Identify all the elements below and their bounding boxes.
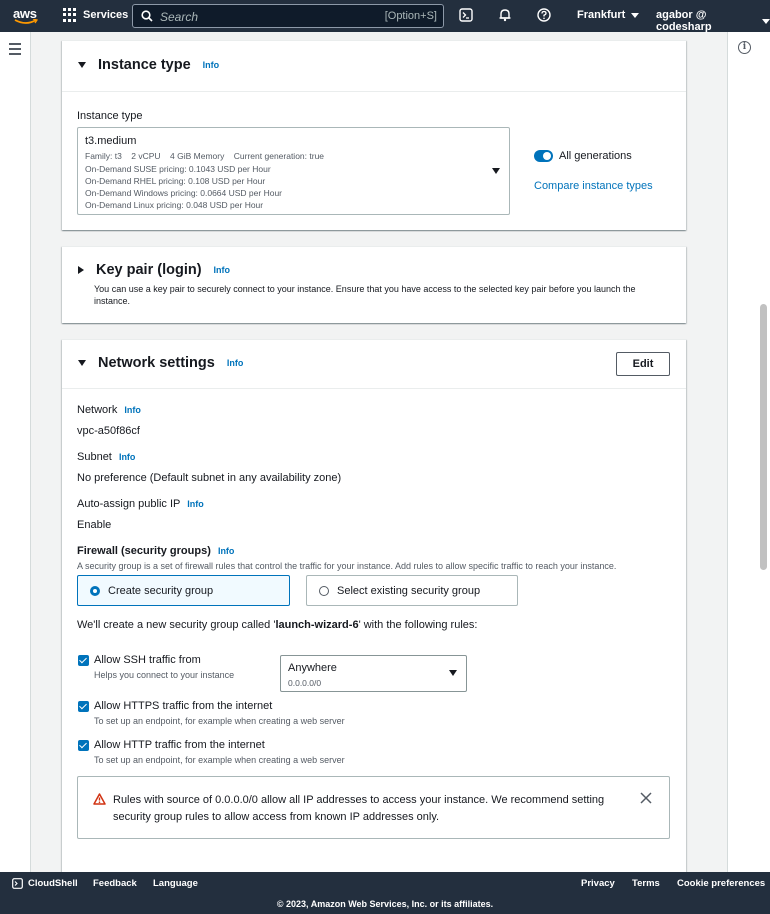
footer-cloudshell-link[interactable]: CloudShell <box>28 878 78 889</box>
top-navigation <box>0 0 770 32</box>
notifications-bell-icon[interactable] <box>498 8 512 22</box>
warning-icon <box>93 793 106 805</box>
panel-title: Network settings <box>98 355 215 371</box>
firewall-description: A security group is a set of firewall rules that control the traffic for your instance. Add rules to allow specific traffic to reach your instance. <box>77 561 617 571</box>
radio-selected-icon <box>90 586 100 596</box>
instance-type-label: Instance type <box>77 110 143 122</box>
account-menu[interactable] <box>656 9 770 33</box>
chevron-down-icon <box>762 19 770 24</box>
info-panel-icon[interactable]: i <box>738 41 751 54</box>
footer-feedback-link[interactable]: Feedback <box>93 878 137 889</box>
network-settings-header[interactable] <box>78 355 243 371</box>
footer-cookie-preferences-link[interactable]: Cookie preferences <box>677 878 766 889</box>
http-checkbox[interactable] <box>78 740 89 751</box>
network-value: vpc-a50f86cf <box>77 425 140 437</box>
ssh-rule-label: Allow SSH traffic from <box>94 654 201 666</box>
select-existing-security-group-option[interactable] <box>306 575 518 606</box>
https-rule-description: To set up an endpoint, for example when creating a web server <box>94 716 345 726</box>
aws-smile-icon <box>14 19 38 25</box>
network-label: Network Info <box>77 404 141 416</box>
ssh-source-cidr: 0.0.0.0/0 <box>288 678 322 688</box>
public-ip-value: Enable <box>77 519 112 531</box>
key-pair-description: You can use a key pair to securely connect to your instance. Ensure that you have access to the selected key pair before you launch the instance. <box>94 284 636 306</box>
footer <box>0 872 770 914</box>
https-checkbox[interactable] <box>78 701 89 712</box>
footer-language-link[interactable]: Language <box>153 878 198 889</box>
info-link[interactable]: Info <box>187 499 204 509</box>
services-label: Services <box>83 9 129 21</box>
footer-privacy-link[interactable]: Privacy <box>581 878 615 889</box>
cloudshell-icon[interactable] <box>459 8 473 22</box>
grid-icon <box>63 8 77 22</box>
footer-terms-link[interactable]: Terms <box>632 878 660 889</box>
copyright: © 2023, Amazon Web Services, Inc. or its affiliates. <box>276 899 494 909</box>
pricing-suse: On-Demand SUSE pricing: 0.1043 USD per Hour <box>85 164 271 174</box>
scrollbar-thumb[interactable] <box>760 304 767 570</box>
close-icon[interactable] <box>640 792 652 804</box>
services-menu[interactable] <box>63 8 128 22</box>
key-pair-header[interactable] <box>78 262 230 278</box>
info-link[interactable]: Info <box>124 405 141 415</box>
chevron-down-icon <box>631 13 639 18</box>
public-ip-label: Auto-assign public IP Info <box>77 498 204 510</box>
dropdown-caret-icon <box>449 670 457 676</box>
aws-logo-text: aws <box>13 6 37 21</box>
subnet-value: No preference (Default subnet in any availability zone) <box>77 472 342 484</box>
ssh-rule-description: Helps you connect to your instance <box>94 670 235 680</box>
left-sidebar <box>0 32 31 872</box>
divider <box>62 91 686 92</box>
info-link[interactable]: Info <box>213 265 231 275</box>
caret-right-icon <box>78 266 84 274</box>
radio-label: Create security group <box>108 585 214 597</box>
warning-text: Rules with source of 0.0.0.0/0 allow all IP addresses to access your instance. We recommend setting security group rules to allow access from known IP addresses only. <box>113 794 605 823</box>
security-group-sentence: We'll create a new security group called 'launch-wizard-6' with the following rules: <box>77 619 478 631</box>
ssh-checkbox[interactable] <box>78 655 89 666</box>
radio-label: Select existing security group <box>337 585 481 597</box>
all-generations-toggle[interactable] <box>534 150 553 162</box>
panel-title: Key pair (login) <box>96 262 202 278</box>
firewall-label: Firewall (security groups) Info <box>77 545 235 557</box>
edit-button[interactable]: Edit <box>616 352 670 376</box>
search-shortcut: [Option+S] <box>384 10 437 22</box>
cloudshell-icon <box>12 878 23 889</box>
http-rule-label: Allow HTTP traffic from the internet <box>94 739 265 751</box>
region-label: Frankfurt <box>577 9 626 21</box>
compare-instance-types-link[interactable]: Compare instance types <box>534 180 653 192</box>
warning-alert <box>77 776 670 839</box>
info-link[interactable]: Info <box>226 358 244 368</box>
info-link[interactable]: Info <box>202 60 220 70</box>
ssh-source-select[interactable] <box>280 655 467 692</box>
dropdown-caret-icon <box>492 168 500 174</box>
divider <box>62 388 686 389</box>
menu-icon[interactable] <box>9 43 21 58</box>
all-generations-label: All generations <box>559 150 632 162</box>
https-rule-label: Allow HTTPS traffic from the internet <box>94 700 273 712</box>
http-rule-description: To set up an endpoint, for example when creating a web server <box>94 755 345 765</box>
search-input[interactable] <box>132 4 444 28</box>
radio-unselected-icon <box>319 586 329 596</box>
caret-down-icon <box>78 62 86 68</box>
security-group-name: launch-wizard-6 <box>275 619 359 631</box>
aws-logo[interactable] <box>12 6 40 26</box>
search-placeholder: Search <box>160 10 199 24</box>
help-icon[interactable] <box>537 8 551 22</box>
pricing-rhel: On-Demand RHEL pricing: 0.108 USD per Hour <box>85 176 266 186</box>
subnet-label: Subnet Info <box>77 451 136 463</box>
pricing-windows: On-Demand Windows pricing: 0.0664 USD per Hour <box>85 188 283 198</box>
pricing-linux: On-Demand Linux pricing: 0.048 USD per Hour <box>85 200 264 210</box>
instance-specs: Family: t3 2 vCPU 4 GiB Memory Current generation: true <box>85 151 325 161</box>
ssh-source-value: Anywhere <box>288 662 337 674</box>
search-icon <box>141 10 153 22</box>
info-link[interactable]: Info <box>217 546 235 556</box>
region-selector[interactable] <box>577 9 639 21</box>
instance-type-select[interactable] <box>77 127 510 215</box>
info-link[interactable]: Info <box>118 452 136 462</box>
panel-title: Instance type <box>98 57 191 73</box>
caret-down-icon <box>78 360 86 366</box>
instance-type-header[interactable] <box>78 57 219 73</box>
instance-name: t3.medium <box>85 135 137 147</box>
account-label: agabor @ codesharp <box>656 9 712 33</box>
create-security-group-option[interactable] <box>77 575 290 606</box>
